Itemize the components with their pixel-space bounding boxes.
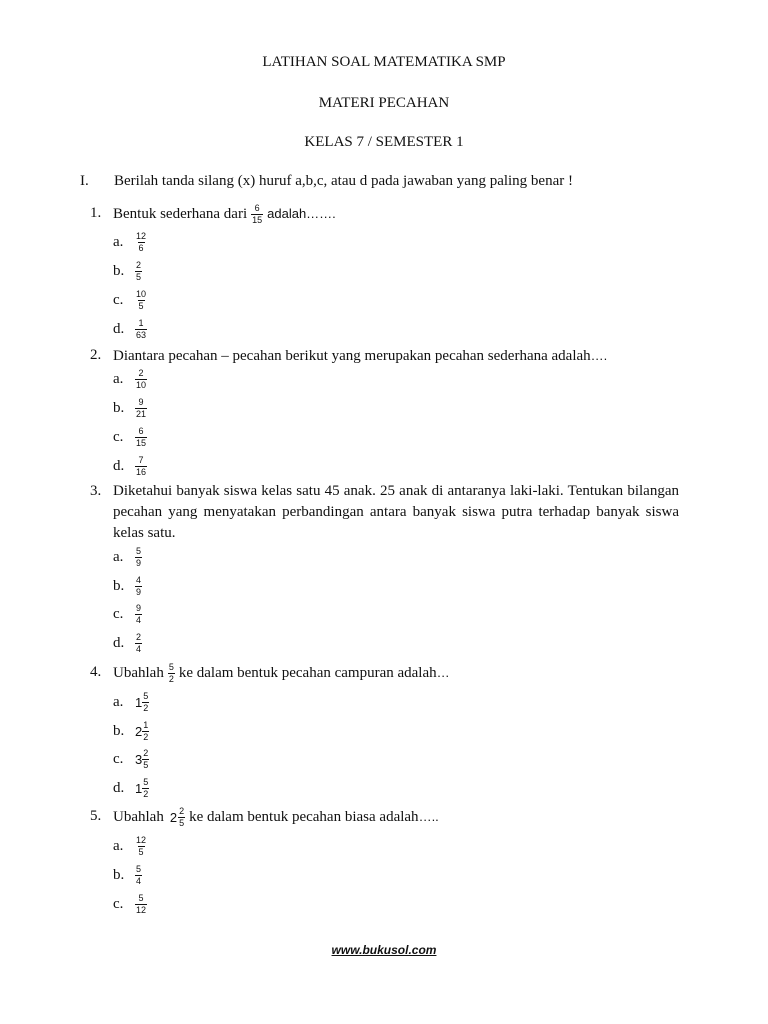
- question-number: 1.: [90, 205, 102, 221]
- fraction: $\frac{9}{21}$: [136, 396, 147, 419]
- option-5c[interactable]: c. $\frac{5}{12}$: [113, 892, 147, 915]
- fraction: $\frac{7}{16}$: [136, 454, 147, 477]
- option-2a[interactable]: a. $\frac{2}{10}$: [113, 367, 147, 390]
- fraction: $\frac{6}{15}$: [252, 203, 263, 226]
- section-numeral: I.: [80, 173, 89, 189]
- option-1c[interactable]: c. $\frac{10}{5}$: [113, 288, 147, 311]
- question-text: Diketahui banyak siswa kelas satu 45 anak. 25 anak di antaranya laki-laki. Tentukan bilangan pecahan yang menyatakan perbandingan antara banyak siswa putra terhadap banyak siswa kelas satu.: [113, 483, 679, 541]
- mixed-fraction: 3 $\frac{2}{5}$: [135, 747, 149, 770]
- page-title: LATIHAN SOAL MATEMATIKA SMP: [262, 54, 506, 70]
- fraction: $\frac{5}{9}$: [136, 545, 142, 568]
- option-5b[interactable]: b. $\frac{5}{4}$: [113, 863, 142, 886]
- option-3c[interactable]: c. $\frac{9}{4}$: [113, 602, 142, 625]
- mixed-fraction: 2 $\frac{1}{2}$: [135, 719, 149, 742]
- grade-label: KELAS 7 / SEMESTER 1: [304, 134, 464, 150]
- fraction: $\frac{5}{2}$: [168, 662, 174, 685]
- fraction: $\frac{1}{63}$: [136, 317, 147, 340]
- question-number: 4.: [90, 664, 102, 680]
- option-4d[interactable]: d. 1 $\frac{5}{2}$: [113, 774, 153, 802]
- fraction: $\frac{5}{4}$: [136, 863, 142, 886]
- option-3b[interactable]: b. $\frac{4}{9}$: [113, 574, 142, 597]
- fraction: $\frac{12}{6}$: [136, 230, 147, 253]
- question-text: Diantara pecahan – pecahan berikut yang merupakan pecahan sederhana adalah….: [113, 348, 608, 364]
- fraction: $\frac{6}{15}$: [136, 425, 147, 448]
- question-number: 2.: [90, 347, 102, 363]
- instruction-text: Berilah tanda silang (x) huruf a,b,c, atau d pada jawaban yang paling benar !: [114, 173, 573, 189]
- fraction: $\frac{4}{9}$: [136, 574, 142, 597]
- option-4c[interactable]: c. 3 $\frac{2}{5}$: [113, 745, 153, 773]
- page-subtitle: MATERI PECAHAN: [318, 95, 450, 111]
- question-text: Bentuk sederhana dari $\frac{6}{15}$ adalah…….: [113, 203, 336, 226]
- option-1d[interactable]: d. $\frac{1}{63}$: [113, 317, 147, 340]
- question-number: 3.: [90, 483, 102, 499]
- mixed-fraction: 1 $\frac{5}{2}$: [135, 776, 149, 799]
- footer-link[interactable]: www.bukusol.com: [331, 943, 437, 957]
- fraction: $\frac{5}{12}$: [136, 892, 147, 915]
- question-number: 5.: [90, 808, 102, 824]
- mixed-fraction: 1 $\frac{5}{2}$: [135, 690, 149, 713]
- option-1b[interactable]: b. $\frac{2}{5}$: [113, 259, 142, 282]
- option-5a[interactable]: a. $\frac{12}{5}$: [113, 834, 147, 857]
- question-text: Ubahlah $\frac{5}{2}$ ke dalam bentuk pecahan campuran adalah…: [113, 662, 450, 685]
- option-3d[interactable]: d. $\frac{2}{4}$: [113, 631, 142, 654]
- fraction: $\frac{2}{10}$: [136, 367, 147, 390]
- fraction: $\frac{2}{4}$: [136, 631, 142, 654]
- mixed-fraction: 2 $\frac{2}{5}$: [169, 806, 185, 829]
- option-2d[interactable]: d. $\frac{7}{16}$: [113, 454, 147, 477]
- option-4b[interactable]: b. 2 $\frac{1}{2}$: [113, 717, 153, 745]
- option-2b[interactable]: b. $\frac{9}{21}$: [113, 396, 147, 419]
- fraction: $\frac{2}{5}$: [136, 259, 142, 282]
- question-text: Ubahlah 2 $\frac{2}{5}$ ke dalam bentuk pecahan biasa adalah…..: [113, 806, 439, 829]
- option-1a[interactable]: a. $\frac{12}{6}$: [113, 230, 147, 253]
- fraction: $\frac{12}{5}$: [136, 834, 147, 857]
- option-2c[interactable]: c. $\frac{6}{15}$: [113, 425, 147, 448]
- option-3a[interactable]: a. $\frac{5}{9}$: [113, 545, 142, 568]
- fraction: $\frac{10}{5}$: [136, 288, 147, 311]
- fraction: $\frac{9}{4}$: [136, 602, 142, 625]
- option-4a[interactable]: a. 1 $\frac{5}{2}$: [113, 688, 153, 716]
